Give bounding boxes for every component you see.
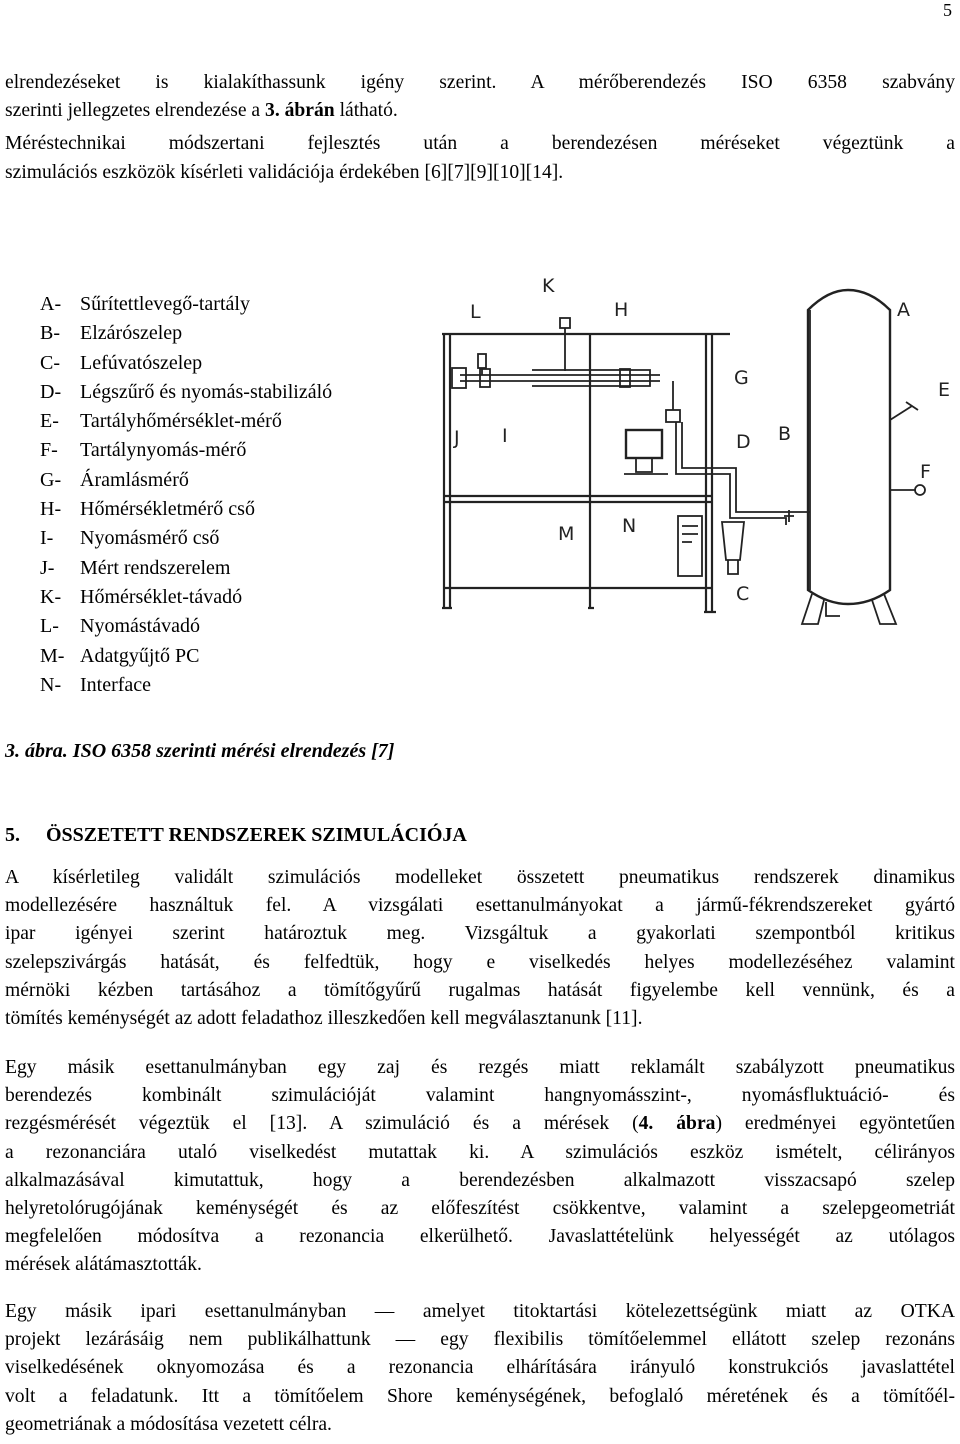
legend-key: F-: [40, 439, 58, 462]
label-l: L: [470, 301, 481, 323]
text-line: elrendezéseket is kialakíthassunk igény szerint. A mérőberendezés ISO 6358 szabvány: [5, 72, 955, 93]
legend-label: Hőmérséklet-távadó: [80, 585, 243, 608]
legend-item: [40, 290, 332, 319]
label-e: E: [938, 379, 951, 401]
legend-key: D-: [40, 380, 62, 403]
label-k: K: [542, 275, 555, 297]
text-line: mérnöki kézben tartásához a tömítőgyűrű rugalmas hatását figyelembe kell vennünk, és a: [5, 979, 955, 1001]
air-filter-bowl: [728, 560, 738, 574]
legend-key: I-: [40, 527, 54, 550]
legend-key: B-: [40, 322, 60, 345]
text-span: szerinti jellegzetes elrendezése a: [5, 100, 266, 122]
paragraph-3: [5, 1298, 955, 1439]
text-line: Méréstechnikai módszertani fejlesztés után a berendezésen méréseket végeztünk a: [5, 133, 955, 155]
paragraph-1: [5, 864, 955, 1033]
legend-label: Nyomásmérő cső: [80, 527, 220, 550]
text-line: geometriának a módosítása vezetett célra.: [5, 1413, 332, 1435]
text-line: projekt lezárásáig nem publikálhattunk — egy flexibilis tömítőelemmel ellátott szelep rezonáns: [5, 1329, 955, 1351]
label-c: C: [736, 583, 750, 605]
intro-paragraph: [5, 69, 955, 187]
legend-item: [40, 583, 332, 612]
text-line: Egy másik esettanulmányban egy zaj és rezgés miatt reklamált szabályzott pneumatikus: [5, 1057, 955, 1078]
label-a: A: [897, 299, 910, 321]
label-f: F: [920, 461, 931, 483]
legend-item: [40, 612, 332, 641]
label-j: J: [454, 427, 460, 449]
legend-key: N-: [40, 673, 62, 696]
legend-key: L-: [40, 615, 59, 638]
text-span: ) eredményei egyöntetűen: [715, 1113, 956, 1135]
legend-label: Áramlásmérő: [80, 468, 189, 491]
legend-label: Hőmérsékletmérő cső: [80, 498, 255, 521]
text-line: viselkedésének oknyomozása és a rezonancia elhárítására irányuló konstrukciós javaslattétel: [5, 1357, 955, 1379]
pc-monitor: [626, 430, 662, 458]
label-n: N: [622, 515, 637, 537]
label-i: I: [502, 425, 508, 447]
pc-tower: [678, 516, 702, 576]
tank-thermometer: [890, 402, 918, 420]
legend-item: [40, 378, 332, 407]
text-span: látható.: [334, 100, 398, 122]
tested-element: [452, 368, 466, 388]
legend-item: [40, 407, 332, 436]
legend-item: [40, 436, 332, 465]
label-d: D: [736, 431, 751, 453]
figure-reference: 3. ábrán: [265, 100, 335, 122]
legend-item: [40, 642, 332, 671]
air-tank: [808, 290, 890, 604]
section-heading: [5, 824, 467, 847]
legend-label: Mért rendszerelem: [80, 556, 231, 579]
measurement-setup-diagram: [430, 268, 960, 660]
pc-monitor-stand: [636, 458, 652, 472]
legend-item: [40, 319, 332, 348]
legend-item: [40, 349, 332, 378]
text-line: A kísérletileg validált szimulációs modelleket összetett pneumatikus rendszerek dinamikus: [5, 867, 955, 888]
label-b: B: [778, 423, 792, 445]
text-line: modellezésére használtuk fel. A vizsgálati esettanulmányokat a jármű-fékrendszereket gyártó: [5, 895, 955, 917]
legend-item: [40, 495, 332, 524]
text-line: mérések alátámasztották.: [5, 1254, 202, 1276]
legend-label: Légszűrő és nyomás-stabilizáló: [80, 380, 333, 403]
section-number: 5.: [5, 824, 20, 846]
legend-label: Adatgyűjtő PC: [80, 644, 200, 667]
flow-meter-pipe: [673, 381, 736, 484]
legend-key: J-: [40, 556, 55, 579]
legend-key: E-: [40, 410, 59, 433]
figure-legend: [40, 290, 332, 700]
text-line: berendezés kombinált szimulációját valamint hangnyomásszint-, nyomásfluktuáció- és: [5, 1085, 955, 1107]
text-line: ipar igényei szerint határoztuk meg. Vizsgáltuk a gyakorlati szempontból kritikus: [5, 923, 955, 945]
label-h: H: [614, 299, 629, 321]
text-line: tömítés keménységét az adott feladathoz illeszkedően kell megválasztanunk [11].: [5, 1008, 643, 1030]
frame-feet: [442, 608, 716, 612]
legend-item: [40, 554, 332, 583]
page-number: 5: [943, 0, 952, 20]
text-line: szelepszivárgás hatását, és felfedtük, hogy e viselkedés helyes modellezéséhez valamint: [5, 951, 955, 973]
legend-label: Tartályhőmérséklet-mérő: [80, 410, 282, 433]
legend-key: K-: [40, 585, 62, 608]
label-m: M: [558, 523, 575, 545]
supply-pipe: [730, 484, 810, 525]
legend-label: Sűrítettlevegő-tartály: [80, 293, 250, 315]
legend-label: Tartálynyomás-mérő: [80, 439, 247, 462]
text-span: rezgésmérését végeztük el [13]. A szimuláció és a mérések (: [5, 1113, 639, 1135]
pc-tower-details: [682, 526, 698, 542]
legend-key: G-: [40, 468, 62, 491]
air-filter: [722, 522, 744, 560]
tank-pressure-gauge-dial: [915, 485, 925, 495]
section-title: ÖSSZETETT RENDSZEREK SZIMULÁCIÓJA: [46, 824, 467, 846]
paragraph-2: [5, 1054, 955, 1280]
legend-key: A-: [40, 293, 62, 315]
pipe-clamp-right: [620, 369, 630, 387]
legend-item: [40, 671, 332, 700]
legend-label: Interface: [80, 673, 152, 696]
legend-item: [40, 524, 332, 553]
text-line: volt a feladatunk. Itt a tömítőelem Shore keménységének, befoglaló méretének és a tömítőél-: [5, 1385, 955, 1407]
text-line: helyretolórugójának keménységét és az előfeszítést csökkentve, valamint a szelepgeometriát: [5, 1198, 955, 1220]
legend-key: H-: [40, 498, 62, 521]
text-line: megfelelően módosítva a rezonancia elkerülhető. Javaslattételünk helyességét az utólagos: [5, 1226, 955, 1248]
text-line: alkalmazásával kimutattuk, hogy a berendezésben alkalmazott visszacsapó szelep: [5, 1169, 955, 1191]
legend-label: Elzárószelep: [80, 322, 183, 345]
frame-bench: [444, 496, 712, 502]
figure-reference: 4. ábra: [638, 1113, 716, 1135]
legend-label: Nyomástávadó: [80, 615, 200, 638]
flow-meter: [666, 410, 680, 422]
legend-key: M-: [40, 644, 65, 667]
pressure-transmitter: [478, 354, 486, 368]
temperature-transmitter: [560, 318, 570, 328]
label-g: G: [734, 367, 749, 389]
text-line: a rezonanciára utaló viselkedést mutattak ki. A szimulációs eszköz ismételt, célirányos: [5, 1141, 955, 1163]
text-line: szimulációs eszközök kísérleti validációja érdekében [6][7][9][10][14].: [5, 161, 564, 183]
text-line: Egy másik ipari esettanulmányban — amelyet titoktartási kötelezettségünk miatt az OTKA: [5, 1301, 955, 1322]
text-line: [5, 1110, 955, 1138]
legend-key: C-: [40, 351, 60, 374]
tank-legs: [802, 594, 896, 624]
figure-caption: 3. ábra. ISO 6358 szerinti mérési elrendezés [7]: [5, 740, 395, 762]
legend-label: Lefúvatószelep: [80, 351, 203, 374]
text-line: [5, 97, 955, 125]
legend-item: [40, 466, 332, 495]
